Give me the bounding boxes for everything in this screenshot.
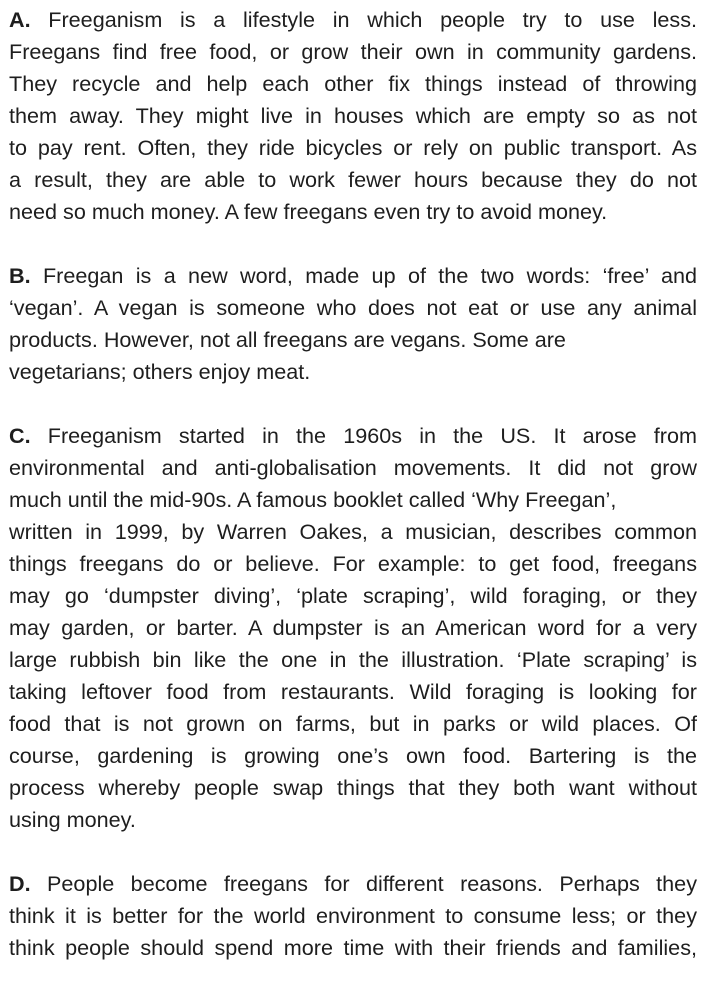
text-line: written in 1999, by Warren Oakes, a musician, describes common bbox=[9, 519, 697, 544]
text-line: may garden, or barter. A dumpster is an American word for a very bbox=[9, 615, 697, 640]
text-line: course, gardening is growing one’s own food. Bartering is the bbox=[9, 743, 697, 768]
text-line bbox=[9, 420, 697, 452]
paragraph-letter: C. bbox=[9, 423, 31, 448]
paragraph-a bbox=[9, 4, 697, 228]
text-line: to pay rent. Often, they ride bicycles or rely on public transport. As bbox=[9, 135, 697, 160]
paragraph-letter: A. bbox=[9, 7, 31, 32]
text-line: them away. They might live in houses which are empty so as not bbox=[9, 103, 697, 128]
line-text: People become freegans for different reasons. Perhaps they bbox=[30, 871, 697, 896]
text-line bbox=[9, 260, 697, 292]
document-body bbox=[9, 4, 697, 996]
text-line: may go ‘dumpster diving’, ‘plate scraping’, wild foraging, or they bbox=[9, 583, 697, 608]
text-line: much until the mid-90s. A famous booklet called ‘Why Freegan’, bbox=[9, 487, 617, 512]
text-line bbox=[9, 4, 697, 36]
line-text: Freeganism is a lifestyle in which people try to use less. bbox=[30, 7, 697, 32]
text-line: ‘vegan’. A vegan is someone who does not eat or use any animal bbox=[9, 295, 697, 320]
line-text: Freeganism started in the 1960s in the US. It arose from bbox=[30, 423, 697, 448]
text-line: a result, they are able to work fewer hours because they do not bbox=[9, 167, 697, 192]
text-line: using money. bbox=[9, 807, 136, 832]
text-line: vegetarians; others enjoy meat. bbox=[9, 359, 311, 384]
text-line bbox=[9, 868, 697, 900]
text-line: They recycle and help each other fix things instead of throwing bbox=[9, 71, 697, 96]
text-line: think people should spend more time with their friends and families, bbox=[9, 935, 697, 960]
paragraph-d bbox=[9, 868, 697, 964]
paragraph-b bbox=[9, 260, 697, 388]
paragraph-letter: B. bbox=[9, 263, 31, 288]
text-line: need so much money. A few freegans even try to avoid money. bbox=[9, 199, 608, 224]
text-line: taking leftover food from restaurants. Wild foraging is looking for bbox=[9, 679, 697, 704]
text-line: food that is not grown on farms, but in parks or wild places. Of bbox=[9, 711, 697, 736]
text-line: products. However, not all freegans are vegans. Some are bbox=[9, 327, 566, 352]
text-line: things freegans do or believe. For example: to get food, freegans bbox=[9, 551, 697, 576]
paragraph-c bbox=[9, 420, 697, 836]
text-line: environmental and anti-globalisation movements. It did not grow bbox=[9, 455, 697, 480]
paragraph-letter: D. bbox=[9, 871, 31, 896]
text-line: Freegans find free food, or grow their own in community gardens. bbox=[9, 39, 697, 64]
text-line: process whereby people swap things that they both want without bbox=[9, 775, 697, 800]
text-line: large rubbish bin like the one in the illustration. ‘Plate scraping’ is bbox=[9, 647, 697, 672]
line-text: Freegan is a new word, made up of the two words: ‘free’ and bbox=[30, 263, 697, 288]
text-line: think it is better for the world environment to consume less; or they bbox=[9, 903, 697, 928]
